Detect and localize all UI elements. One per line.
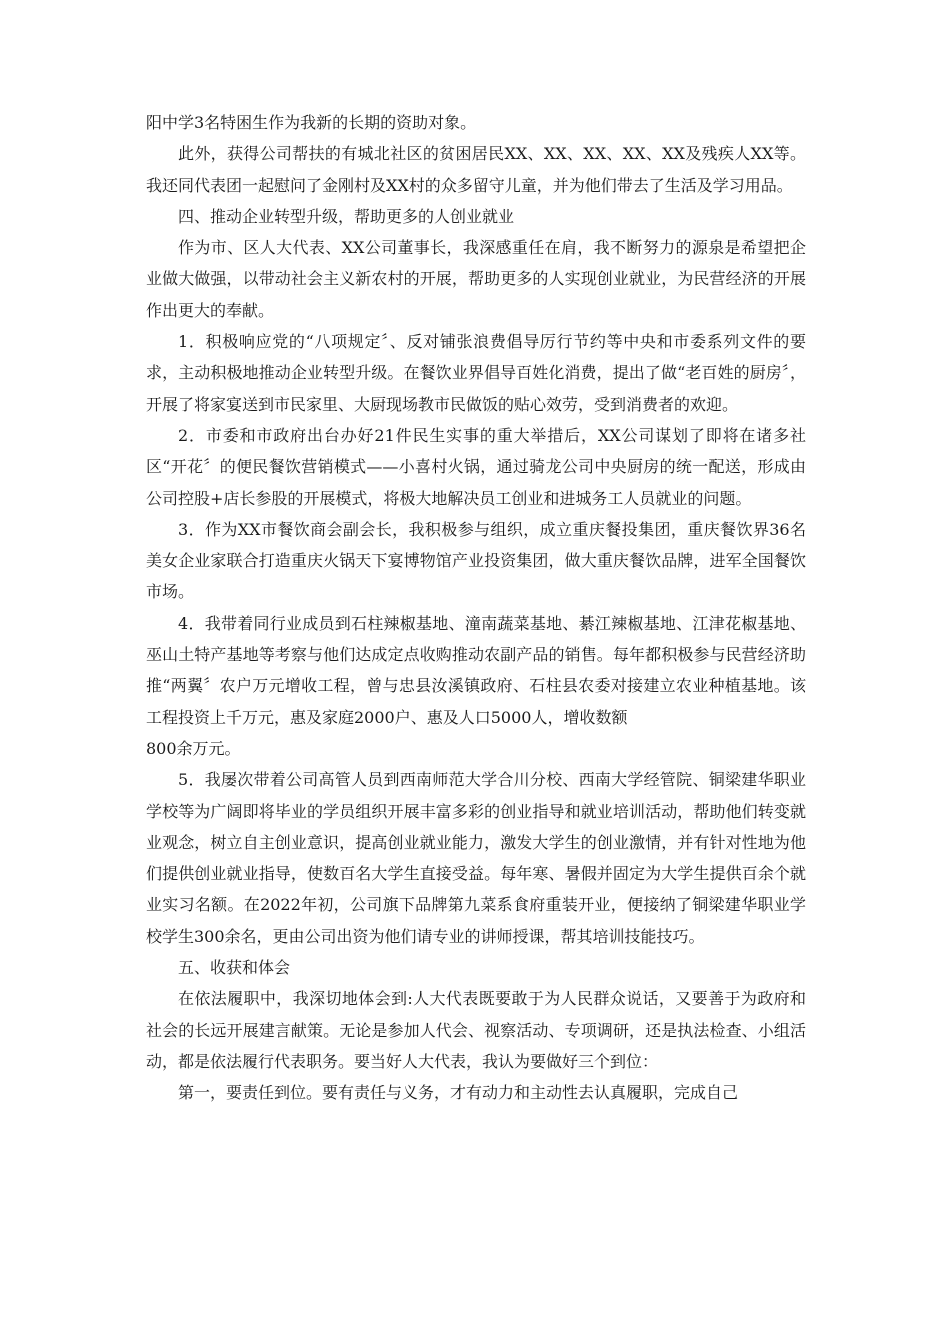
paragraph-item-2: 2．市委和市政府出台办好21件民生实事的重大举措后，XX公司谋划了即将在诸多社区“开花〞的便民餐饮营销模式——小喜村火锅，通过骑龙公司中央厨房的统一配送，形成由公司控股+店长参股的开展模式，将极大地解决员工创业和进城务工人员就业的问题。 bbox=[146, 425, 806, 508]
section-heading-4: 四、推动企业转型升级，帮助更多的人创业就业 bbox=[178, 206, 515, 226]
paragraph-poverty-aid: 此外，获得公司帮扶的有城北社区的贫困居民XX、XX、XX、XX、XX及残疾人XX等。我还同代表团一起慰问了金刚村及XX村的众多留守儿童，并为他们带去了生活及学习用品。 bbox=[146, 144, 806, 195]
paragraph-continuation: 阳中学3名特困生作为我新的长期的资助对象。 bbox=[146, 113, 477, 132]
section-heading-5: 五、收获和体会 bbox=[178, 958, 291, 978]
paragraph-item-5: 5．我屡次带着公司高管人员到西南师范大学合川分校、西南大学经管院、铜梁建华职业学校等为广阔即将毕业的学员组织开展丰富多彩的创业指导和就业培训活动，帮助他们转变就业观念，树立自主创业意识，提高创业就业能力，激发大学生的创业激情，并有针对性地为他们提供创业就业指导，使数百名大学生直接受益。每年寒、暑假并固定为大学生提供百余个就业实习名额。在2022年初，公司旗下品牌第九菜系食府重装开业，便接纳了铜梁建华职业学校学生300余名，更由公司出资为他们请专业的讲师授课，帮其培训技能技巧。 bbox=[146, 770, 806, 946]
paragraph-item-1: 1．积极响应党的“八项规定〞、反对铺张浪费倡导厉行节约等中央和市委系列文件的要求，主动积极地推动企业转型升级。在餐饮业界倡导百姓化消费，提出了做“老百姓的厨房〞，开展了将家宴送到市民家里、大厨现场教市民做饭的贴心效劳，受到消费者的欢迎。 bbox=[146, 332, 806, 414]
paragraph-first-point: 第一，要责任到位。要有责任与义务，才有动力和主动性去认真履职，完成自己 bbox=[178, 1083, 739, 1103]
paragraph-reflection: 在依法履职中，我深切地体会到:人大代表既要敢于为人民群众说话，又要善于为政府和社会的长远开展建言献策。无论是参加人代会、视察活动、专项调研，还是执法检查、小组活动，都是依法履行代表职务。要当好人大代表，我认为要做好三个到位： bbox=[146, 989, 806, 1071]
paragraph-item-3: 3．作为XX市餐饮商会副会长，我积极参与组织，成立重庆餐投集团，重庆餐饮界36名美女企业家联合打造重庆火锅天下宴博物馆产业投资集团，做大重庆餐饮品牌，进军全国餐饮市场。 bbox=[146, 519, 806, 602]
paragraph-item-4-continuation: 800余万元。 bbox=[146, 738, 241, 758]
document-page bbox=[146, 107, 806, 1109]
paragraph-intro: 作为市、区人大代表、XX公司董事长，我深感重任在肩，我不断努力的源泉是希望把企业做大做强，以带动社会主义新农村的开展，帮助更多的人实现创业就业，为民营经济的开展作出更大的奉献。 bbox=[146, 238, 806, 320]
paragraph-item-4: 4．我带着同行业成员到石柱辣椒基地、潼南蔬菜基地、綦江辣椒基地、江津花椒基地、巫山土特产基地等考察与他们达成定点收购推动农副产品的销售。每年都积极参与民营经济助推“两翼〞农户万元增收工程，曾与忠县汝溪镇政府、石柱县农委对接建立农业种植基地。该工程投资上千万元，惠及家庭2000户、惠及人口5000人，增收数额 bbox=[146, 613, 806, 727]
